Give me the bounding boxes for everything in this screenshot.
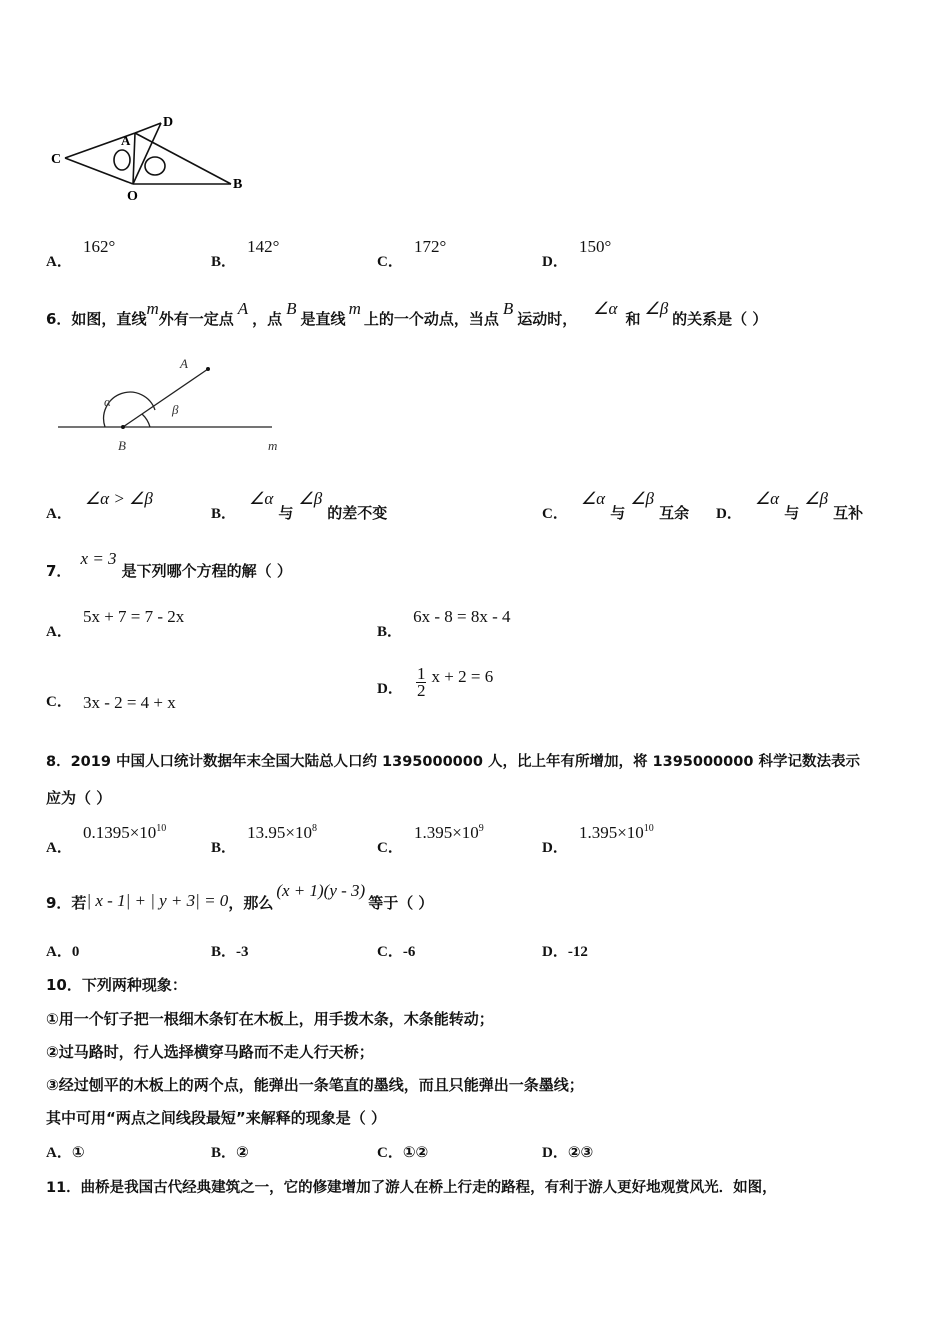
- q9-option-d[interactable]: [542, 940, 588, 961]
- option-letter: B．: [211, 1145, 237, 1161]
- q7-text: 是下列哪个方程的解（ ）: [121, 562, 292, 580]
- option-math: ∠α: [580, 489, 606, 508]
- label-B: B: [233, 177, 243, 192]
- q9-option-a[interactable]: [46, 940, 79, 961]
- q9-text: ，那么: [228, 894, 274, 912]
- option-letter: A．: [46, 624, 72, 640]
- option-letter: D．: [716, 506, 742, 522]
- q6-text: 运动时，: [517, 310, 578, 328]
- fig-label-B: B: [118, 438, 126, 453]
- q10-option-c[interactable]: [377, 1141, 428, 1162]
- q9-text: 等于（ ）: [368, 894, 434, 912]
- option-value: ②: [236, 1143, 249, 1161]
- option-letter: C．: [542, 506, 568, 522]
- q6-option-c[interactable]: [542, 488, 690, 522]
- option-value: ②③: [567, 1143, 594, 1161]
- q6-text: 的关系是（ ）: [672, 310, 768, 328]
- var-angle-alpha: ∠α: [593, 299, 618, 318]
- label-O: O: [127, 189, 138, 204]
- q10-item-3: ③经过刨平的木板上的两个点，能弹出一条笔直的墨线，而且只能弹出一条墨线；: [46, 1076, 584, 1094]
- option-math: 13.95×10: [247, 823, 312, 842]
- q6-option-d[interactable]: [716, 488, 864, 522]
- q10-title: 10．下列两种现象：: [46, 976, 187, 994]
- q10-option-a[interactable]: [46, 1141, 85, 1162]
- q7-option-c[interactable]: [46, 690, 176, 711]
- q6-option-b[interactable]: [211, 488, 388, 522]
- q9-expression: (x + 1)(y - 3): [276, 881, 366, 900]
- option-math: ∠β: [630, 489, 655, 508]
- option-math: ∠α: [249, 489, 274, 508]
- option-letter: A．: [46, 506, 72, 522]
- fraction-one-half: [416, 666, 427, 699]
- option-letter: C．: [377, 840, 403, 856]
- option-letter: A．: [46, 254, 72, 270]
- exponent: 8: [311, 823, 317, 834]
- option-letter: B．: [377, 624, 403, 640]
- q10-question: 其中可用“两点之间线段最短”来解释的现象是（ ）: [46, 1109, 386, 1127]
- option-letter: D．: [542, 254, 568, 270]
- option-text: 的差不变: [327, 504, 388, 522]
- exponent: 9: [478, 823, 484, 834]
- option-letter: C．: [46, 694, 72, 710]
- q5-option-b[interactable]: [211, 236, 280, 270]
- q6-text: 是直线: [300, 310, 346, 328]
- option-value: 150°: [578, 237, 612, 256]
- q10-option-b[interactable]: [211, 1141, 249, 1162]
- q6-text: 和: [625, 310, 641, 328]
- q6-option-a[interactable]: [46, 488, 153, 522]
- q8-stem-line1: 8．2019 中国人口统计数据年末全国大陆总人口约 1395000000 人，比上年有所增加，将 1395000000 科学记数法表示: [46, 754, 860, 770]
- option-math: 5x + 7 = 7 - 2x: [82, 607, 185, 626]
- q9-stem: [46, 880, 434, 912]
- figure-triangles: [45, 108, 255, 208]
- option-letter: C．: [377, 944, 403, 960]
- q10-item-2: ②过马路时，行人选择横穿马路而不走人行天桥；: [46, 1043, 374, 1061]
- q9-option-b[interactable]: [211, 940, 249, 961]
- option-math: 1.395×10: [578, 823, 644, 842]
- option-letter: D．: [542, 1145, 568, 1161]
- option-text: 与: [784, 504, 800, 522]
- q5-option-c[interactable]: [377, 236, 447, 270]
- figure-line-angles: [50, 350, 290, 458]
- option-value: -3: [236, 944, 249, 960]
- var-m: m: [348, 299, 361, 318]
- label-C: C: [51, 152, 62, 167]
- q11-stem: 11．曲桥是我国古代经典建筑之一，它的修建增加了游人在桥上行走的路程，有利于游人更好地观赏风光．如图，: [46, 1180, 777, 1196]
- fraction-denominator: 2: [416, 681, 426, 700]
- fig-label-beta: β: [172, 402, 179, 417]
- q7-option-b[interactable]: [377, 606, 511, 640]
- q8-option-b[interactable]: [211, 822, 317, 856]
- fraction-numerator: 1: [416, 664, 426, 683]
- option-math: 3x - 2 = 4 + x: [82, 693, 176, 712]
- label-A: A: [121, 133, 131, 148]
- q10-option-d[interactable]: [542, 1141, 593, 1162]
- exponent: 10: [643, 823, 654, 834]
- var-angle-beta: ∠β: [644, 299, 669, 318]
- q6-stem: [46, 299, 768, 329]
- option-value: ①: [71, 1143, 85, 1161]
- option-text: 与: [610, 504, 626, 522]
- q7-option-a[interactable]: [46, 606, 185, 640]
- fig-label-A: A: [180, 356, 188, 371]
- q6-text: 外有一定点: [158, 310, 234, 328]
- option-letter: B．: [211, 944, 237, 960]
- var-B: B: [286, 299, 297, 318]
- option-math: ∠α: [754, 489, 780, 508]
- exponent: 10: [156, 823, 167, 834]
- option-letter: D．: [542, 840, 568, 856]
- option-letter: D．: [377, 681, 403, 697]
- option-text: 互余: [659, 504, 690, 522]
- var-B: B: [502, 299, 514, 318]
- option-math: ∠α > ∠β: [84, 489, 153, 508]
- q6-text: ，点: [252, 310, 283, 328]
- option-math: 6x - 8 = 8x - 4: [413, 607, 511, 626]
- label-D: D: [163, 115, 174, 130]
- q10-item-1: ①用一个钉子把一根细木条钉在木板上，用手拨木条，木条能转动；: [46, 1010, 494, 1028]
- option-value: 0: [71, 944, 80, 960]
- option-value: -12: [567, 944, 588, 960]
- q6-text: 上的一个动点，当点: [363, 310, 499, 328]
- option-math: 0.1395×10: [82, 823, 157, 842]
- var-A: A: [237, 299, 249, 318]
- option-value: 172°: [413, 237, 447, 256]
- q7-stem: [46, 548, 292, 580]
- q7-condition: x = 3: [80, 549, 117, 568]
- q7-option-d[interactable]: [377, 666, 493, 699]
- option-math: 1.395×10: [413, 823, 479, 842]
- q5-option-d[interactable]: [542, 236, 612, 270]
- q9-option-c[interactable]: [377, 940, 415, 961]
- q8-stem-line2: 应为（ ）: [46, 789, 112, 807]
- fig-label-alpha: α: [104, 394, 111, 409]
- option-letter: B．: [211, 506, 237, 522]
- q9-text: 9．若: [46, 894, 87, 912]
- q9-condition: | x - 1| + | y + 3| = 0: [86, 891, 229, 910]
- option-letter: A．: [46, 944, 72, 960]
- option-letter: C．: [377, 254, 403, 270]
- q8-option-a[interactable]: [46, 822, 167, 856]
- option-value: 162°: [82, 237, 116, 256]
- option-text: 互补: [833, 504, 864, 522]
- option-letter: B．: [211, 254, 237, 270]
- q6-text: 6．如图，直线: [46, 310, 147, 328]
- q7-number: 7．: [46, 562, 72, 580]
- option-letter: B．: [211, 840, 237, 856]
- var-m: m: [146, 299, 159, 318]
- option-letter: D．: [542, 944, 568, 960]
- q8-option-d[interactable]: [542, 822, 654, 856]
- option-value: 142°: [247, 237, 280, 256]
- option-math: ∠β: [804, 489, 829, 508]
- option-math: ∠β: [298, 489, 323, 508]
- q8-option-c[interactable]: [377, 822, 484, 856]
- option-value: ①②: [402, 1143, 429, 1161]
- option-letter: A．: [46, 1145, 72, 1161]
- option-text: 与: [278, 504, 294, 522]
- option-math: x + 2 = 6: [431, 667, 494, 686]
- option-letter: C．: [377, 1145, 403, 1161]
- q5-option-a[interactable]: [46, 236, 116, 270]
- option-value: -6: [402, 944, 416, 960]
- option-letter: A．: [46, 840, 72, 856]
- fig-label-m: m: [268, 438, 278, 453]
